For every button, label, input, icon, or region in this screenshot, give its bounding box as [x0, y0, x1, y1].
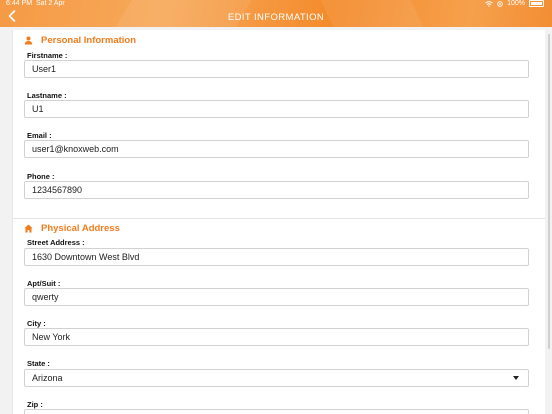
- street-value: 1630 Downtown West Blvd: [32, 252, 140, 262]
- apt-input[interactable]: [24, 288, 529, 306]
- status-time-date: [6, 0, 65, 7]
- zip-label: Zip :: [27, 400, 43, 409]
- scrollbar[interactable]: [548, 34, 550, 349]
- person-icon: [24, 36, 33, 45]
- phone-value: 1234567890: [32, 185, 83, 195]
- street-label: Street Address :: [27, 238, 85, 247]
- city-label: City :: [27, 319, 46, 328]
- state-select[interactable]: [24, 369, 529, 387]
- status-date: Sat 2 Apr: [35, 0, 65, 7]
- email-label: Email :: [27, 131, 52, 140]
- page-title: EDIT INFORMATION: [227, 12, 325, 23]
- apt-value: qwerty: [32, 292, 59, 302]
- status-indicators: [485, 0, 544, 7]
- wifi-icon: [485, 1, 493, 7]
- chevron-down-icon: [513, 376, 519, 380]
- email-input[interactable]: [24, 140, 529, 158]
- state-label: State :: [27, 359, 50, 368]
- firstname-label: Firstname :: [27, 51, 68, 60]
- lastname-value: U1: [32, 104, 44, 114]
- state-value: Arizona: [32, 373, 63, 383]
- firstname-value: User1: [32, 64, 57, 74]
- edit-form: [12, 30, 545, 414]
- status-time: 6:44 PM: [6, 0, 33, 7]
- phone-label: Phone :: [27, 172, 55, 181]
- battery-icon: [529, 0, 544, 7]
- city-input[interactable]: [24, 328, 529, 346]
- zip-input[interactable]: [24, 409, 529, 414]
- city-value: New York: [32, 332, 71, 342]
- lastname-label: Lastname :: [27, 91, 67, 100]
- apt-label: Apt/Suit :: [27, 279, 61, 288]
- section-title-personal: Personal Information: [41, 35, 137, 46]
- firstname-input[interactable]: [24, 60, 529, 78]
- street-input[interactable]: [24, 248, 529, 266]
- section-title-address: Physical Address: [41, 223, 120, 234]
- section-divider: [13, 218, 545, 219]
- location-icon: [497, 1, 503, 7]
- email-value: user1@knoxweb.com: [32, 144, 119, 154]
- battery-percent: 100%: [507, 0, 525, 7]
- home-icon: [24, 224, 33, 233]
- section-physical-address: [24, 223, 120, 234]
- section-personal-information: [24, 35, 136, 46]
- top-app-bar: [0, 0, 552, 27]
- phone-input[interactable]: [24, 181, 529, 199]
- lastname-input[interactable]: [24, 100, 529, 118]
